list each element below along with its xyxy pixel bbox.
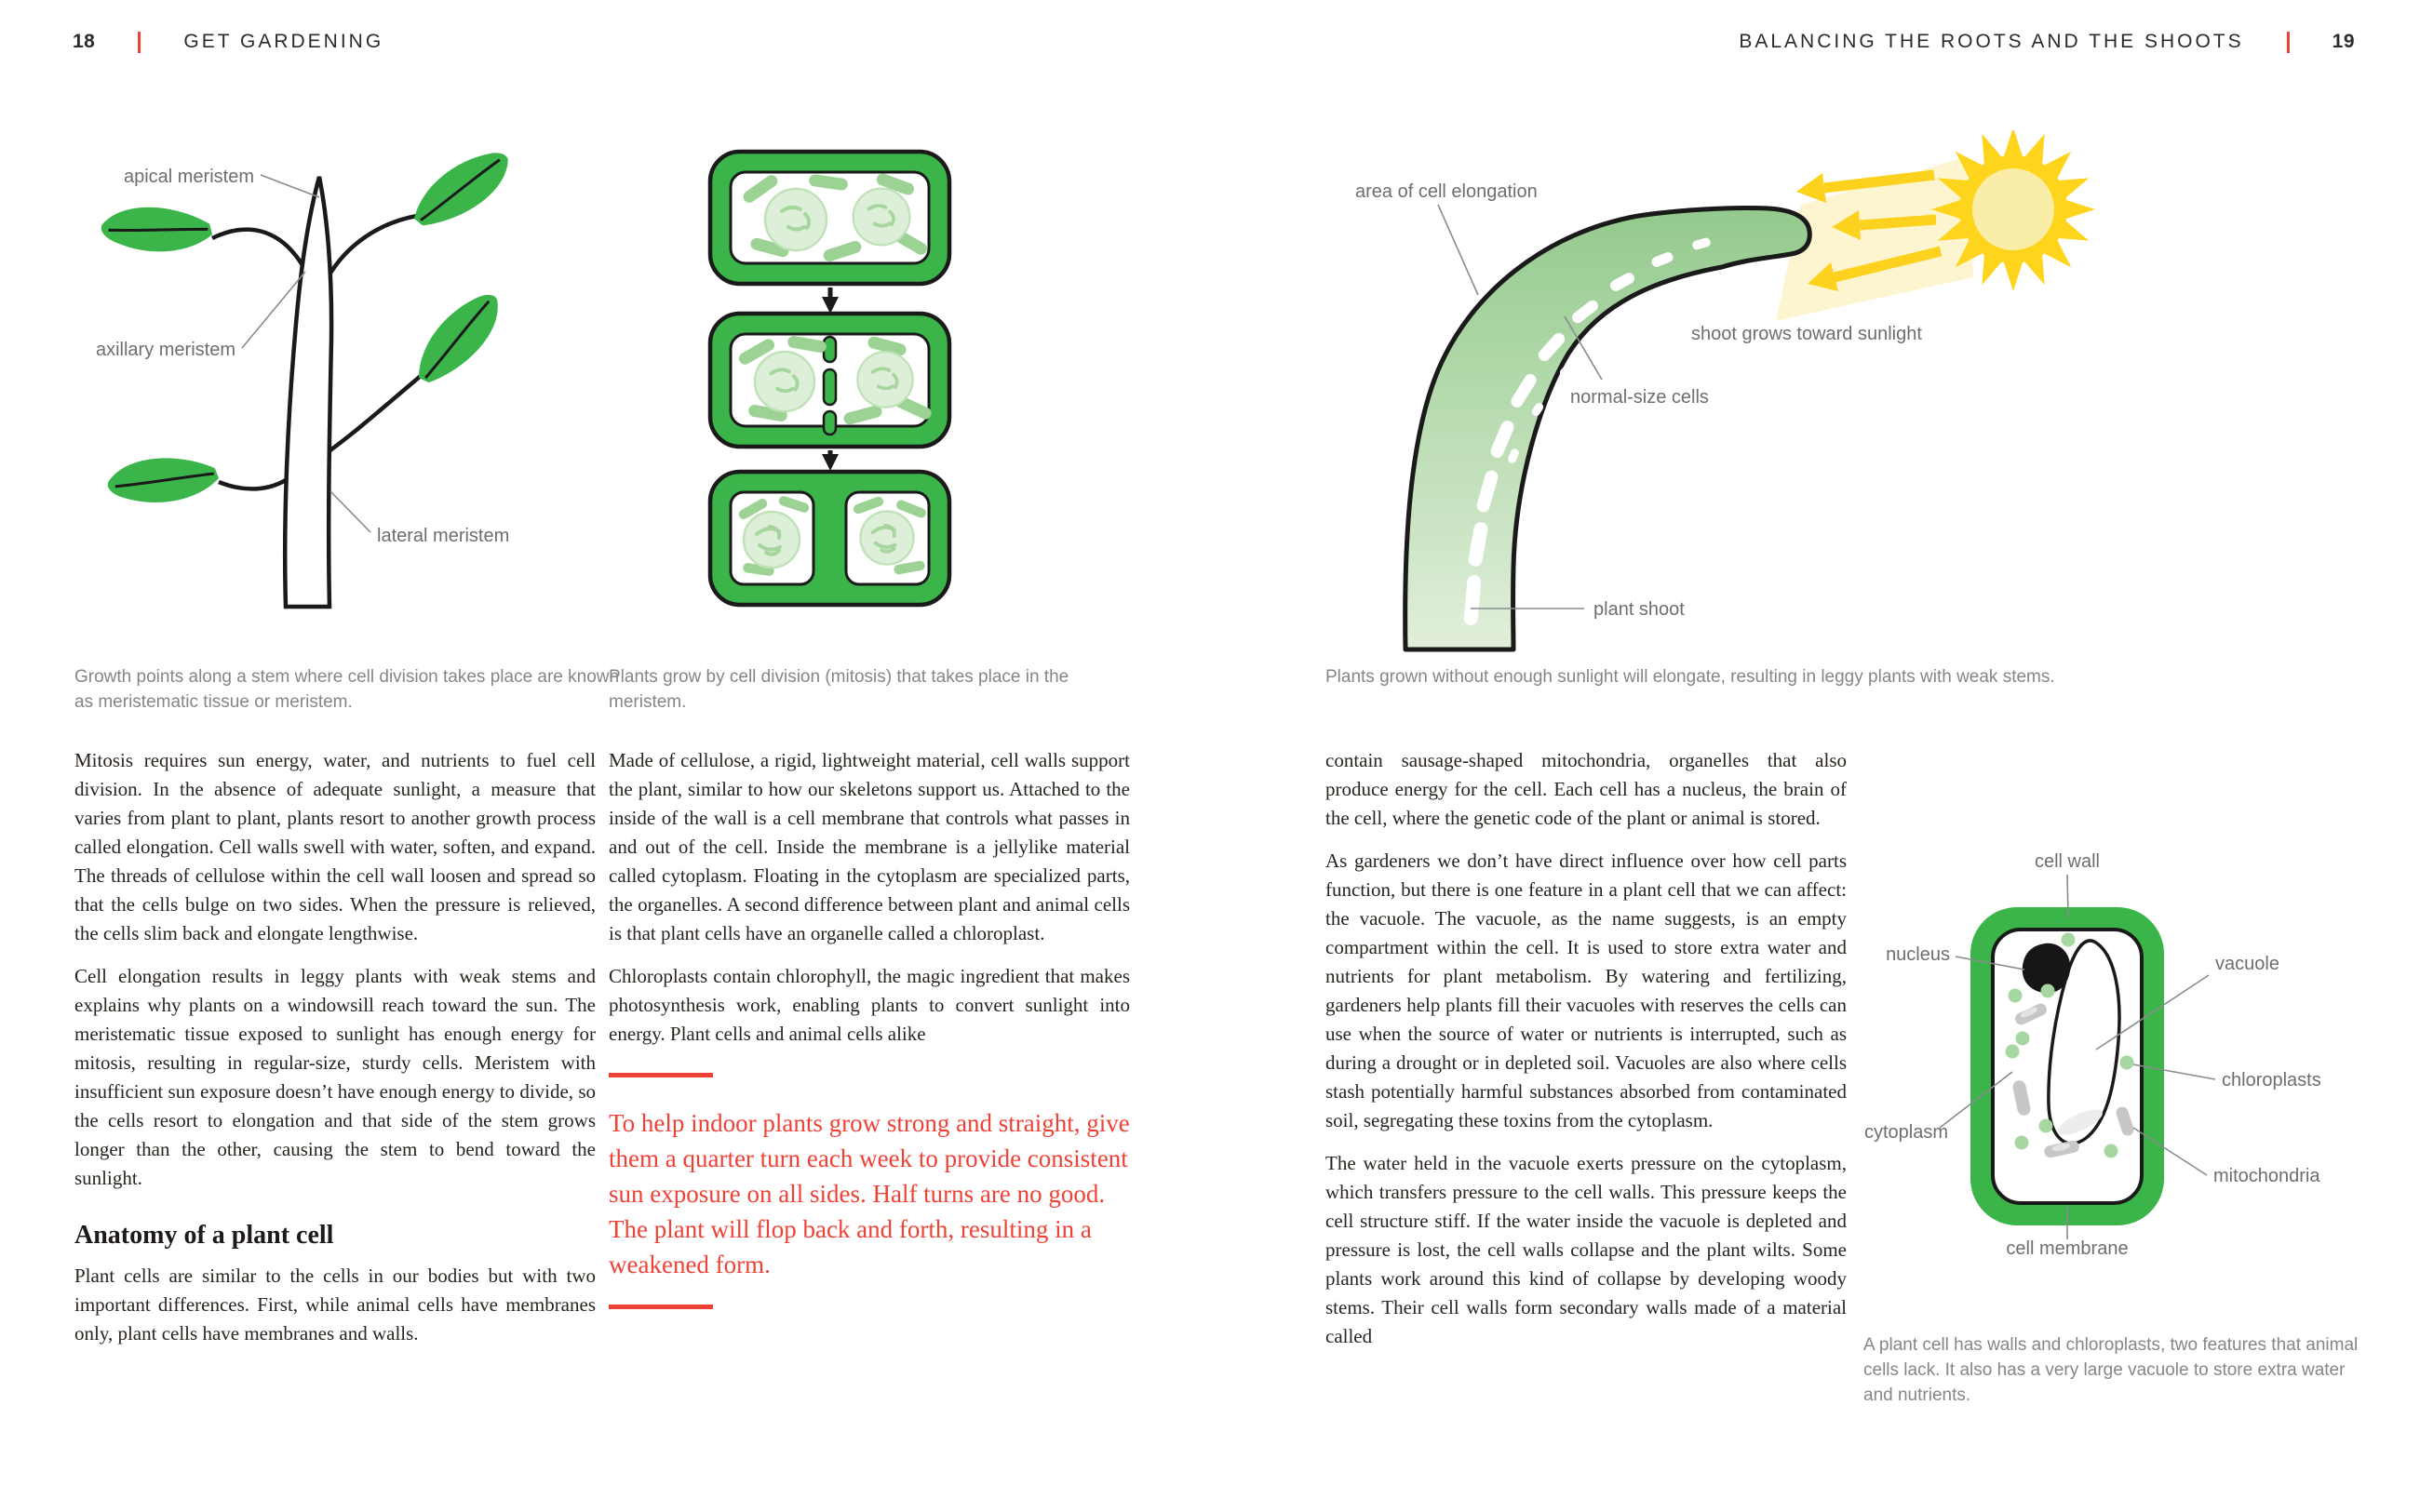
left-page-header bbox=[73, 28, 383, 56]
pull-quote-rule-bottom bbox=[609, 1305, 713, 1309]
body-paragraph: Chloroplasts contain chlorophyll, the magic ingredient that makes photosynthesis work, enabling plants to convert sunlight into energy. Plant cells and animal cells alike bbox=[609, 965, 1130, 1045]
stem-illustration bbox=[56, 121, 521, 628]
leaf-icon bbox=[98, 191, 216, 269]
mitosis-stage-2 bbox=[710, 314, 949, 447]
left-page-number: 18 bbox=[73, 31, 96, 52]
body-paragraph: As gardeners we don’t have direct influence over how cell parts function, but there is one feature in a plant cell that we can affect: the vacuole. The vacuole, as the name suggests, is an empty compartment within the cell. It is used to store extra water and nutrients for plant metabolism. By watering and fertilizing, gardeners help plants fill their vacuoles with reserves the cells can use when the source of water or nutrients is interrupted, such as during a drought or in depleted soil. Vacuoles are also where cells stash potentially harmful substances absorbed from contaminated soil, segregating these toxins from the cytoplasm. bbox=[1325, 850, 1847, 1131]
branch bbox=[212, 230, 302, 265]
label-cell-membrane: cell membrane bbox=[2006, 1238, 2129, 1259]
mitosis-illustration bbox=[703, 138, 1056, 622]
label-apical-meristem: apical meristem bbox=[123, 167, 254, 187]
body-paragraph: The water held in the vacuole exerts pressure on the cytoplasm, which transfers pressure to the cell walls. This pressure keeps the cell structure stiff. If the water inside the vacuole is depleted and pressure is lost, the cell walls collapse and the plant wilts. Some plants work around this kind of collapse by developing woody stems. Their cell walls form secondary walls made of a material called bbox=[1325, 1152, 1847, 1347]
header-divider bbox=[2287, 32, 2290, 53]
right-page-column-1 bbox=[1325, 746, 1847, 1365]
header-divider bbox=[138, 32, 141, 53]
cell-figure-caption: A plant cell has walls and chloroplasts, two features that animal cells lack. It also has a very large vacuole to store extra water and nutrients. bbox=[1863, 1335, 2359, 1405]
plant-cell-figure bbox=[1862, 828, 2383, 1275]
pull-quote-rule-top bbox=[609, 1073, 713, 1077]
left-page-column-2 bbox=[609, 746, 1130, 1309]
branch bbox=[326, 216, 417, 281]
stem bbox=[285, 177, 331, 607]
leader-line bbox=[330, 491, 370, 532]
leader-line bbox=[1438, 205, 1478, 295]
label-normal-size-cells: normal-size cells bbox=[1570, 387, 1709, 408]
label-area-of-cell-elongation: area of cell elongation bbox=[1355, 181, 1538, 202]
label-nucleus: nucleus bbox=[1886, 944, 1950, 965]
label-chloroplasts: chloroplasts bbox=[2222, 1070, 2321, 1091]
label-plant-shoot: plant shoot bbox=[1593, 599, 1685, 620]
mitosis-stage-3 bbox=[710, 472, 949, 605]
leaf-icon bbox=[106, 448, 222, 515]
shoot-figure-caption: Plants grown without enough sunlight will elongate, resulting in leggy plants with weak stems. bbox=[1325, 667, 2055, 687]
plant-cell-illustration bbox=[1862, 828, 2383, 1275]
label-shoot-grows-toward-sunlight: shoot grows toward sunlight bbox=[1691, 324, 1922, 344]
body-paragraph: Mitosis requires sun energy, water, and nutrients to fuel cell division. In the absence of adequate sunlight, a measure that varies from plant to plant, plants resort to another growth process called elongation. Cell walls swell with water, soften, and expand. The threads of cellulose within the cell wall loosen and spread so that the cells bulge on two sides. When the pressure is relieved, the cells slim back and elongate lengthwise. bbox=[74, 749, 596, 944]
label-cell-wall: cell wall bbox=[2034, 851, 2101, 872]
label-axillary-meristem: axillary meristem bbox=[95, 340, 235, 360]
shoot-illustration bbox=[1331, 130, 2113, 656]
body-paragraph: Made of cellulose, a rigid, lightweight material, cell walls support the plant, similar to how our skeletons support us. Attached to the inside of the wall is a cell membrane that controls what passes in and out of the cell. Inside the membrane is a jellylike material called cytoplasm. Floating in the cytoplasm are specialized parts, the organelles. A second difference between plant and animal cells is that plant cells have an organelle called a chloroplast. bbox=[609, 749, 1130, 944]
pull-quote: To help indoor plants grow strong and straight, give them a quarter turn each week to provide consistent sun exposure on all sides. Half turns are no good. The plant will flop back and forth, resulting in a weakened form. bbox=[609, 1109, 1130, 1278]
leggy-shoot-figure bbox=[1331, 130, 2113, 656]
body-paragraph: contain sausage-shaped mitochondria, organelles that also produce energy for the cell. Each cell has a nucleus, the brain of the cell, where the genetic code of the plant or animal is stored. bbox=[1325, 749, 1847, 829]
right-page-number: 19 bbox=[2332, 31, 2355, 52]
branch bbox=[328, 376, 421, 452]
mitosis-figure bbox=[703, 138, 1056, 622]
mitosis-figure-caption: Plants grow by cell division (mitosis) that takes place in the meristem. bbox=[609, 667, 1069, 712]
plant-shoot-shape bbox=[1405, 207, 1810, 649]
stem-figure-caption: Growth points along a stem where cell division takes place are known as meristematic tissue or meristem. bbox=[74, 667, 620, 712]
mitosis-stage-1 bbox=[710, 152, 949, 284]
left-running-title: GET GARDENING bbox=[183, 31, 384, 52]
down-arrow-icon bbox=[822, 288, 839, 314]
label-cytoplasm: cytoplasm bbox=[1864, 1122, 1949, 1143]
leaf-icon bbox=[402, 147, 520, 230]
label-vacuole: vacuole bbox=[2215, 954, 2279, 974]
leaf-icon bbox=[399, 288, 517, 389]
meristem-stem-figure bbox=[56, 121, 521, 628]
right-page-header bbox=[1739, 28, 2355, 56]
body-paragraph: Plant cells are similar to the cells in our bodies but with two important differences. First, while animal cells have membranes only, plant cells have membranes and walls. bbox=[74, 1264, 596, 1345]
label-mitochondria: mitochondria bbox=[2213, 1166, 2320, 1186]
left-page-column-1 bbox=[74, 746, 596, 1362]
body-paragraph: Cell elongation results in leggy plants with weak stems and explains why plants on a windowsill reach toward the sun. The meristematic tissue exposed to sunlight has enough energy for mitosis, resulting in regular-size, sturdy cells. Meristem with insufficient sun exposure doesn’t have enough energy to divide, so the cells resort to elongation and that side of the stem grows longer than the other, causing the stem to bend toward the sunlight. bbox=[74, 965, 596, 1189]
leader-line bbox=[2067, 875, 2068, 917]
leader-line bbox=[261, 175, 319, 197]
section-heading: Anatomy of a plant cell bbox=[74, 1221, 334, 1250]
label-lateral-meristem: lateral meristem bbox=[377, 526, 510, 546]
right-running-title: BALANCING THE ROOTS AND THE SHOOTS bbox=[1739, 31, 2244, 52]
down-arrow-icon bbox=[822, 450, 839, 471]
